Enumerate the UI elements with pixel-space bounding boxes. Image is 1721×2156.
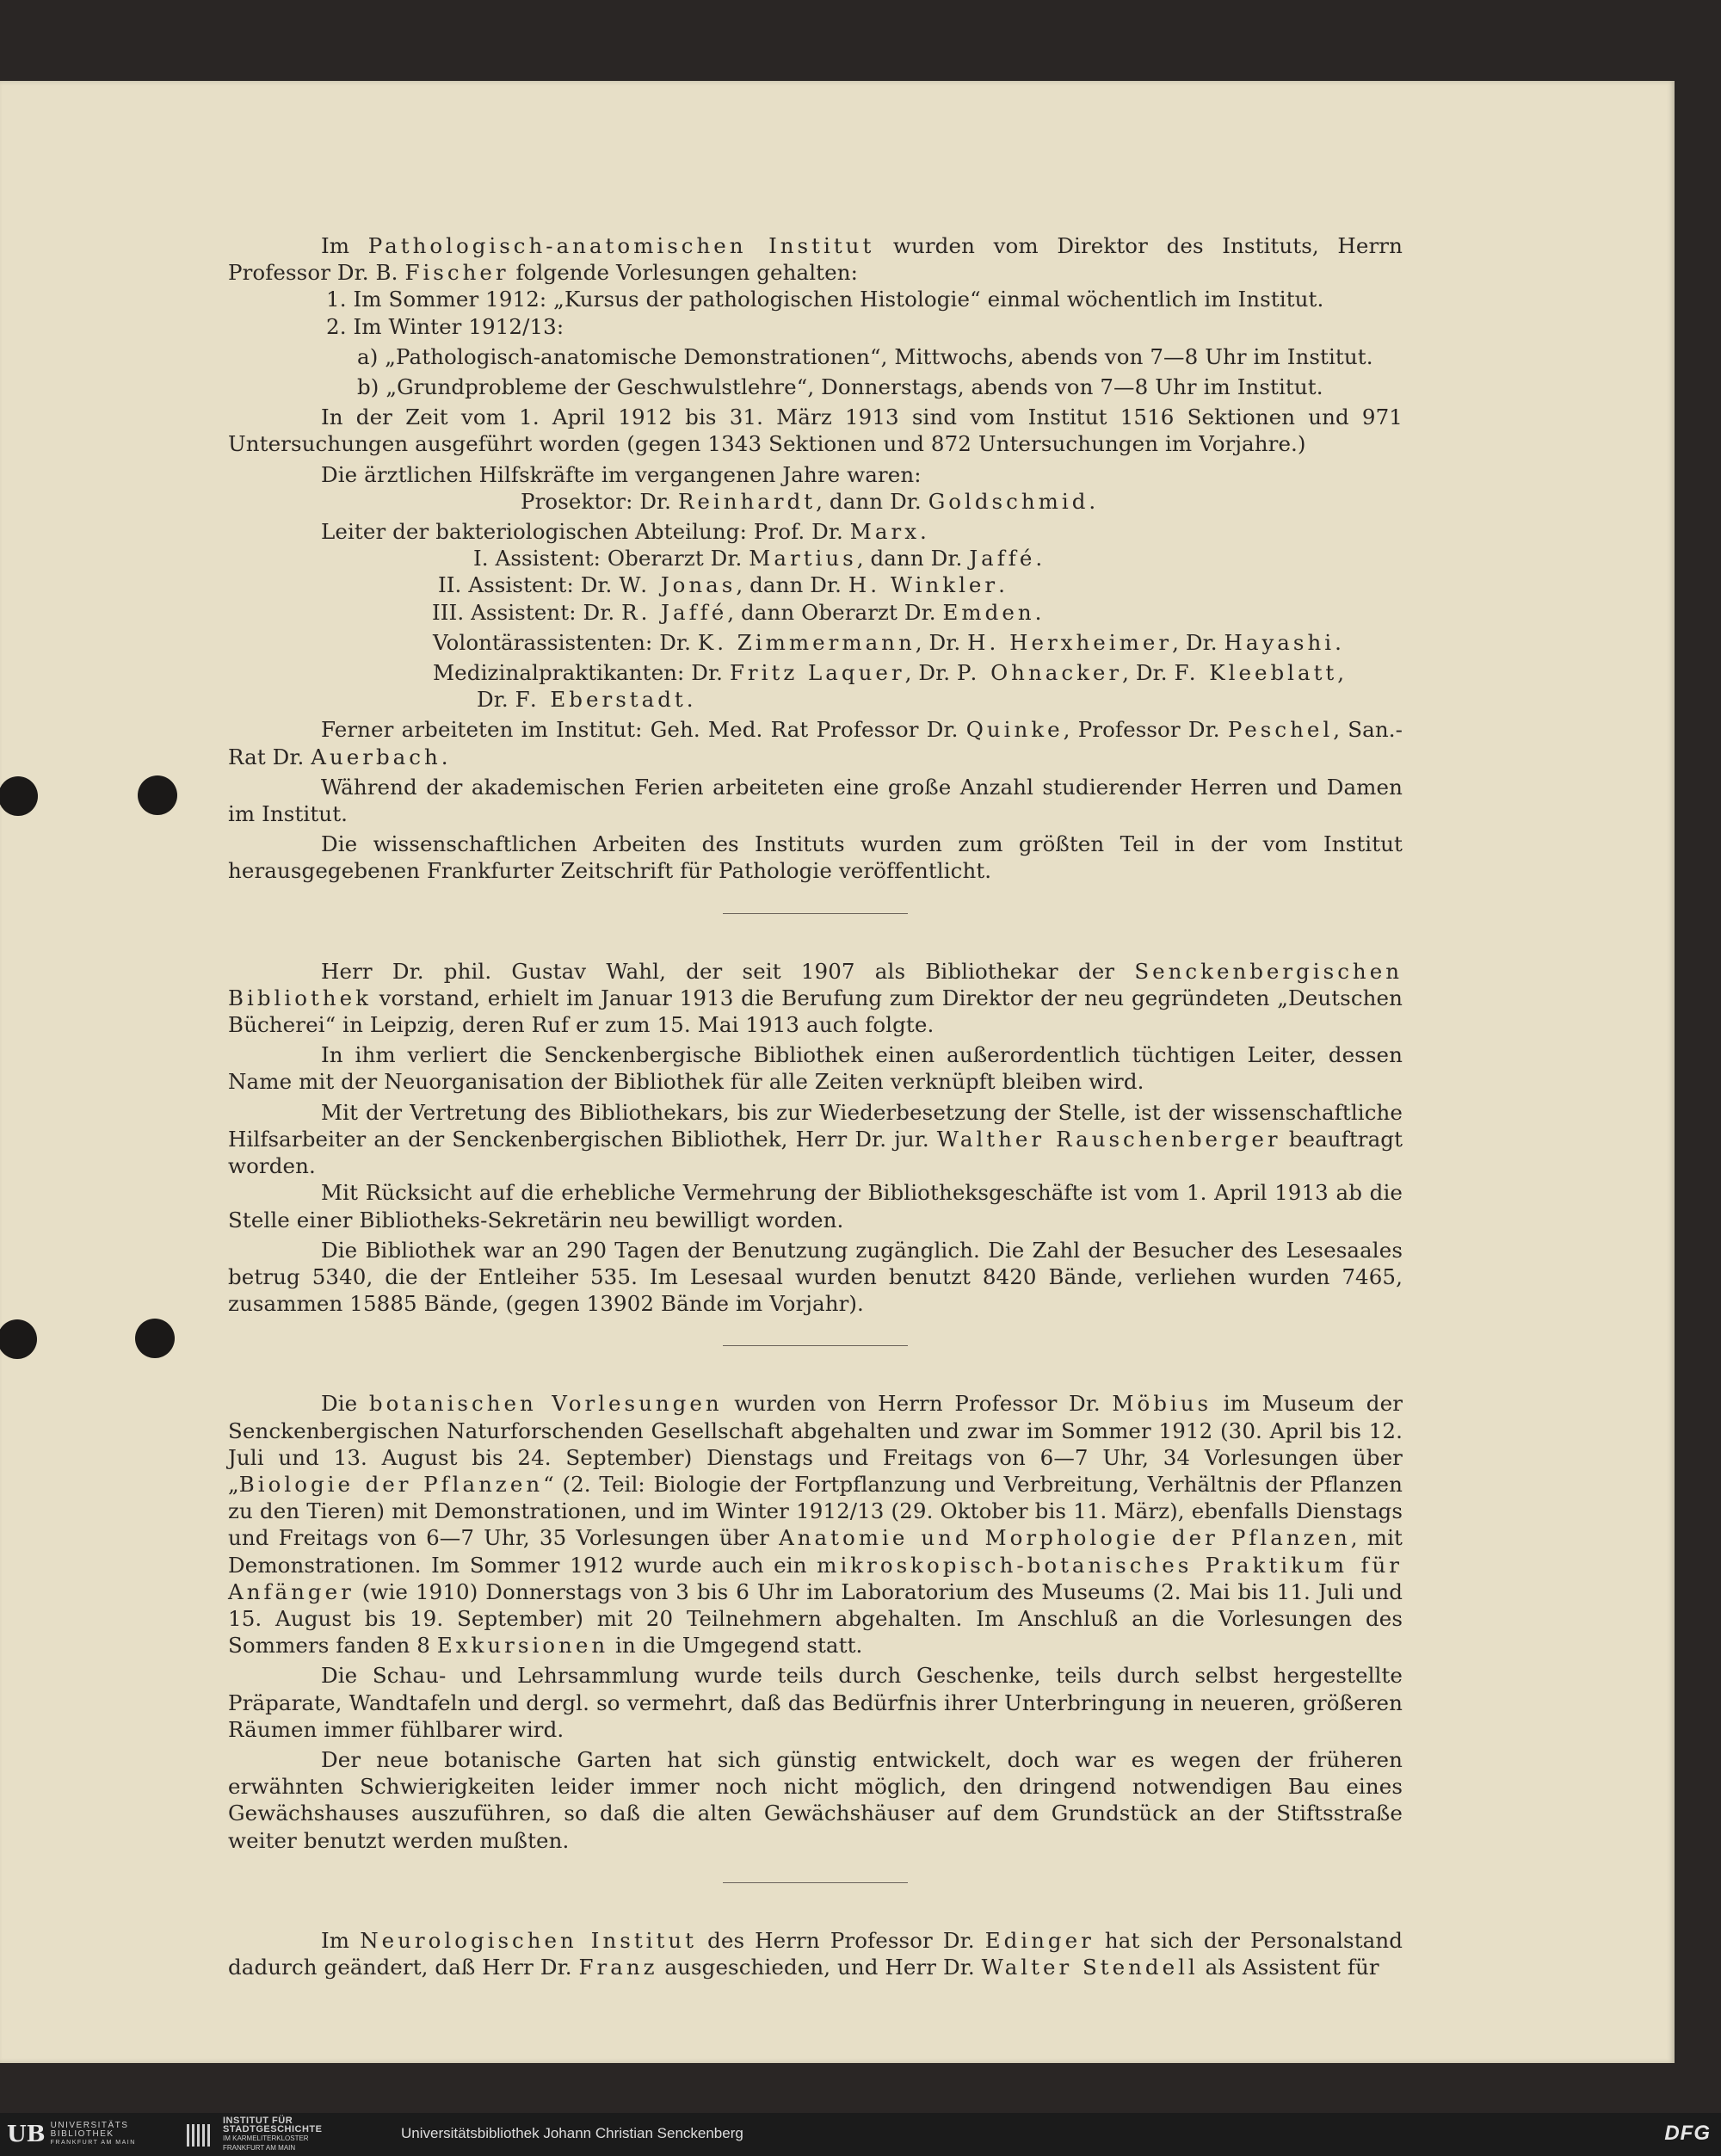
person-name: H. Winkler (848, 572, 999, 598)
inst-line: STADTGESCHICHTE (223, 2124, 323, 2134)
paragraph-verliert: In ihm verliert die Senckenbergische Bibliothek einen außerordentlich tüchtigen Leiter, dessen Name mit der Neuorganisation der Bibliothek für alle Zeiten verknüpft bleiben wird. (228, 1042, 1403, 1095)
person-name: Walter Stendell (981, 1954, 1199, 1980)
staff-assistant-2 (228, 571, 1403, 598)
paragraph-ferien: Während der akademischen Ferien arbeiteten eine große Anzahl studierender Herren und Damen im Institut. (228, 774, 1403, 827)
dfg-logo[interactable]: DFG (1664, 2122, 1711, 2145)
text-run: , Dr. (904, 660, 951, 686)
ub-logo[interactable] (7, 2121, 136, 2148)
section-divider (723, 1882, 908, 1883)
text-run: II. Assistent: Dr. (438, 572, 613, 598)
ub-logo-text (51, 2122, 136, 2147)
emphasized-term: Anatomie und Morphologie der Pflanzen (779, 1525, 1351, 1551)
person-name: Martius (749, 546, 857, 571)
emphasized-term: Biologie der Pflanzen (238, 1471, 544, 1497)
text-run: Mit der Vertretung des Bibliothekars, bis zur Wiederbesetzung der Stelle, ist der wissenschaftliche Hilfsarbeiter an der Senckenbergischen Bibliothek, Herr Dr. jur. (228, 1099, 1403, 1152)
text-run: Volontärassistenten: Dr. (433, 629, 692, 655)
staff-volunteers (228, 629, 1403, 656)
person-name: H. Herxheimer (967, 629, 1173, 655)
text-run: Im (321, 1927, 350, 1953)
text-run: , (1337, 660, 1345, 686)
section-divider (723, 913, 908, 914)
text-run: Im (321, 233, 350, 258)
text-run: (wie 1910) Donnerstags von 3 bis 6 Uhr im Laboratorium des Museums (2. Mai bis 11. Juli und 15. August bis 19. September) mit 20 Teilnehmern abgehalten. Im Anschluß an die Vorlesungen des Sommers fanden 8 (228, 1578, 1403, 1659)
paragraph-vertretung (228, 1099, 1403, 1180)
text-run: III. Assistent: Dr. (432, 599, 615, 625)
staff-leiter (228, 518, 1403, 545)
person-name: Quinke (965, 717, 1064, 743)
text-run: , dann Dr. (736, 572, 842, 598)
text-run: , dann Oberarzt Dr. (727, 599, 936, 625)
ub-line: BIBLIOTHEK (50, 2129, 114, 2139)
staff-intro: Die ärztlichen Hilfskräfte im vergangenen Jahre waren: (321, 461, 922, 487)
text-run: ausgeschieden, und Herr Dr. (664, 1954, 975, 1980)
punch-hole-right-lower (135, 1319, 175, 1358)
text-run: . (1035, 546, 1043, 571)
institute-name: Pathologisch-anatomischen Institut (367, 233, 875, 258)
paragraph-ferner (228, 716, 1403, 769)
staff-interns (228, 659, 1403, 686)
text-run: folgende Vorlesungen gehalten: (515, 260, 858, 286)
paragraph-pathology-intro (228, 232, 1403, 286)
text-run: . (441, 744, 448, 769)
text-run: , Dr. (1172, 629, 1218, 655)
text-run: , Dr. (915, 629, 961, 655)
text-run: in die Umgegend statt. (615, 1633, 863, 1659)
paragraph-wahl (228, 958, 1403, 1039)
punch-hole-left-upper (0, 776, 38, 816)
ub-line: FRANKFURT AM MAIN (50, 2140, 136, 2146)
text-run: als Assistent für (1205, 1954, 1379, 1980)
institute-name: Neurologischen Institut (360, 1927, 697, 1953)
person-name: Möbius (1112, 1391, 1212, 1417)
institute-logo-text (223, 2116, 322, 2153)
text-run: Dr. (477, 687, 509, 713)
text-run: des Herrn Professor Dr. (707, 1927, 975, 1953)
staff-assistant-1 (228, 545, 1403, 571)
building-columns-icon (185, 2121, 216, 2148)
paragraph-collection: Die Schau- und Lehrsammlung wurde teils durch Geschenke, teils durch selbst hergestellte Präparate, Wandtafeln und dergl. so vermehrt, daß das Bedürfnis ihrer Unterbringung in neueren, größeren Räumen immer fühlbarer wird. (228, 1663, 1403, 1742)
person-name: Walther Rauschenberger (936, 1126, 1281, 1152)
library-name: Senckenbergischen Bibliothek (228, 958, 1403, 1010)
paragraph-sekretaerin: Mit Rücksicht auf die erhebliche Vermehrung der Bibliotheksgeschäfte ist vom 1. April 1913 ab die Stelle einer Bibliotheks-Sekretärin neu bewilligt worden. (228, 1180, 1403, 1232)
library-name-link[interactable]: Universitätsbibliothek Johann Christian Senckenberg (401, 2125, 743, 2141)
page-text (228, 232, 1403, 1980)
text-run: , dann Dr. (816, 488, 922, 514)
lecture-item-2a: a) „Pathologisch-anatomische Demonstrationen“, Mittwochs, abends von 7—8 Uhr im Institut. (357, 343, 1373, 369)
paragraph-botany (228, 1390, 1403, 1659)
person-name: Peschel (1227, 717, 1334, 743)
inst-line: FRANKFURT AM MAIN (223, 2144, 296, 2152)
person-name: R. Jaffé (621, 599, 728, 625)
text-run: wurden von Herrn Professor Dr. (734, 1391, 1101, 1417)
text-run: I. Assistent: Oberarzt Dr. (473, 546, 743, 571)
section-divider (723, 1345, 908, 1346)
inst-line: IM KARMELITERKLOSTER (223, 2134, 309, 2142)
text-run: Herr Dr. phil. Gustav Wahl, der seit 1907 als Bibliothekar der (321, 958, 1115, 984)
person-name: F. Kleeblatt (1174, 660, 1338, 686)
person-name: Reinhardt (677, 488, 817, 514)
text-run: , dann Dr. (856, 546, 963, 571)
paragraph-publications: Die wissenschaftlichen Arbeiten des Instituts wurden zum größten Teil in der vom Institut herausgegebenen Frankfurter Zeitschrift für Pathologie veröffentlicht. (228, 831, 1403, 884)
person-name: Franz (578, 1954, 658, 1980)
person-name: Marx (849, 519, 921, 545)
text-run: . (1034, 599, 1042, 625)
text-run: Prosektor: Dr. (521, 488, 672, 514)
text-run: Medizinalpraktikanten: Dr. (433, 660, 724, 686)
staff-assistant-3 (228, 599, 1403, 626)
person-name: P. Ohnacker (957, 660, 1123, 686)
text-run: , mit Demonstrationen. Im Sommer 1912 wurde auch ein (228, 1525, 1403, 1578)
staff-prosektor (228, 488, 1403, 515)
text-run: beauftragt worden. (228, 1126, 1403, 1179)
person-name: Edinger (984, 1927, 1095, 1953)
text-run: . (1335, 629, 1342, 655)
paragraph-neurology (228, 1927, 1403, 1980)
text-run: Dr. B. (336, 260, 398, 286)
staff-interns-cont (228, 686, 1403, 713)
person-name: Goldschmid (928, 488, 1089, 514)
text-run: . (1089, 488, 1096, 514)
emphasized-term: mikroskopisch-botanisches Praktikum für Anfänger (228, 1552, 1403, 1604)
text-run: im Museum der Senckenbergischen Naturforschenden Gesellschaft abgehalten und zwar im Sommer 1912 (30. April bis 12. Juli und 13. August bis 24. September) Dienstags und Freitags von 6—7 Uhr, 34 Vorlesungen über „ (228, 1391, 1403, 1497)
person-name: Fischer (404, 260, 509, 286)
text-run: . (998, 572, 1006, 598)
text-run: hat sich der Personalstand dadurch geändert, daß Herr Dr. (228, 1927, 1403, 1980)
person-name: F. Eberstadt (515, 687, 687, 713)
paragraph-benutzung: Die Bibliothek war an 290 Tagen der Benutzung zugänglich. Die Zahl der Besucher des Lesesaales betrug 5340, die der Entleiher 535. Im Lesesaal wurden benutzt 8420 Bände, verliehen wurden 7465, zusammen 15885 Bände, (gegen 13902 Bände im Vorjahr). (228, 1237, 1403, 1317)
person-name: W. Jonas (619, 572, 737, 598)
person-name: Jaffé (969, 546, 1036, 571)
institute-logo[interactable] (185, 2116, 323, 2152)
person-name: Auerbach (311, 744, 441, 769)
paragraph-sections-count: In der Zeit vom 1. April 1912 bis 31. März 1913 sind vom Institut 1516 Sektionen und 971 Untersuchungen ausgeführt worden (gegen 1343 Sektionen und 872 Untersuchungen im Vorjahre.) (228, 405, 1403, 457)
paragraph-garden: Der neue botanische Garten hat sich günstig entwickelt, doch war es wegen der früheren erwähnten Schwierigkeiten leider immer noch nicht möglich, den dringend notwendigen Bau eines Gewächshauses auszuführen, so daß die alten Gewächshäuser auf dem Grundstück an der Stiftsstraße weiter benutzt werden mußten. (228, 1746, 1403, 1853)
text-run: vorstand, erhielt im Januar 1913 die Berufung zum Direktor der neu gegründeten „Deutschen Bücherei“ in Leipzig, deren Ruf er zum 15. Mai 1913 auch folgte. (228, 985, 1403, 1038)
text-run: Leiter der bakteriologischen Abteilung: Prof. Dr. (321, 519, 843, 545)
text-run: “ (2. Teil: Biologie der Fortpflanzung und Verbreitung, Verhältnis der Pflanzen zu den Tieren) mit Demonstrationen, und im Winter 1912/13 (29. Oktober bis 11. März), ebenfalls Dienstags und Freitags von 6—7 Uhr, 35 Vorlesungen über (228, 1471, 1403, 1551)
text-run: wurden vom Direktor des Instituts, Herrn Professor (228, 233, 1403, 286)
person-name: Fritz Laquer (729, 660, 905, 686)
text-run: , San.-Rat Dr. (228, 717, 1403, 769)
viewer-footer (0, 2113, 1721, 2156)
text-run: , Dr. (1122, 660, 1168, 686)
text-run: . (686, 687, 694, 713)
punch-hole-right-upper (138, 775, 177, 815)
inst-line: INSTITUT FÜR (223, 2116, 293, 2126)
lecture-item-2b: b) „Grundprobleme der Geschwulstlehre“, Donnerstags, abends von 7—8 Uhr im Institut. (357, 374, 1323, 400)
punch-hole-left-lower (0, 1319, 37, 1359)
lecture-item-1: 1. Im Sommer 1912: „Kursus der pathologischen Histologie“ einmal wöchentlich im Institut. (326, 287, 1324, 312)
ub-mark-icon: UB (7, 2122, 46, 2147)
emphasized-term: Exkursionen (436, 1633, 609, 1659)
lecture-item-2: 2. Im Winter 1912/13: (326, 313, 564, 339)
ub-line: UNIVERSITÄTS (50, 2121, 129, 2130)
person-name: Emden (942, 599, 1035, 625)
text-run: Die (321, 1391, 358, 1417)
person-name: Hayashi (1224, 629, 1335, 655)
emphasized-term: botanischen Vorlesungen (368, 1391, 723, 1417)
text-run: . (920, 519, 927, 545)
text-run: , Professor Dr. (1063, 717, 1220, 743)
person-name: K. Zimmermann (697, 629, 916, 655)
text-run: Ferner arbeiteten im Institut: Geh. Med. Rat Professor Dr. (321, 717, 959, 743)
